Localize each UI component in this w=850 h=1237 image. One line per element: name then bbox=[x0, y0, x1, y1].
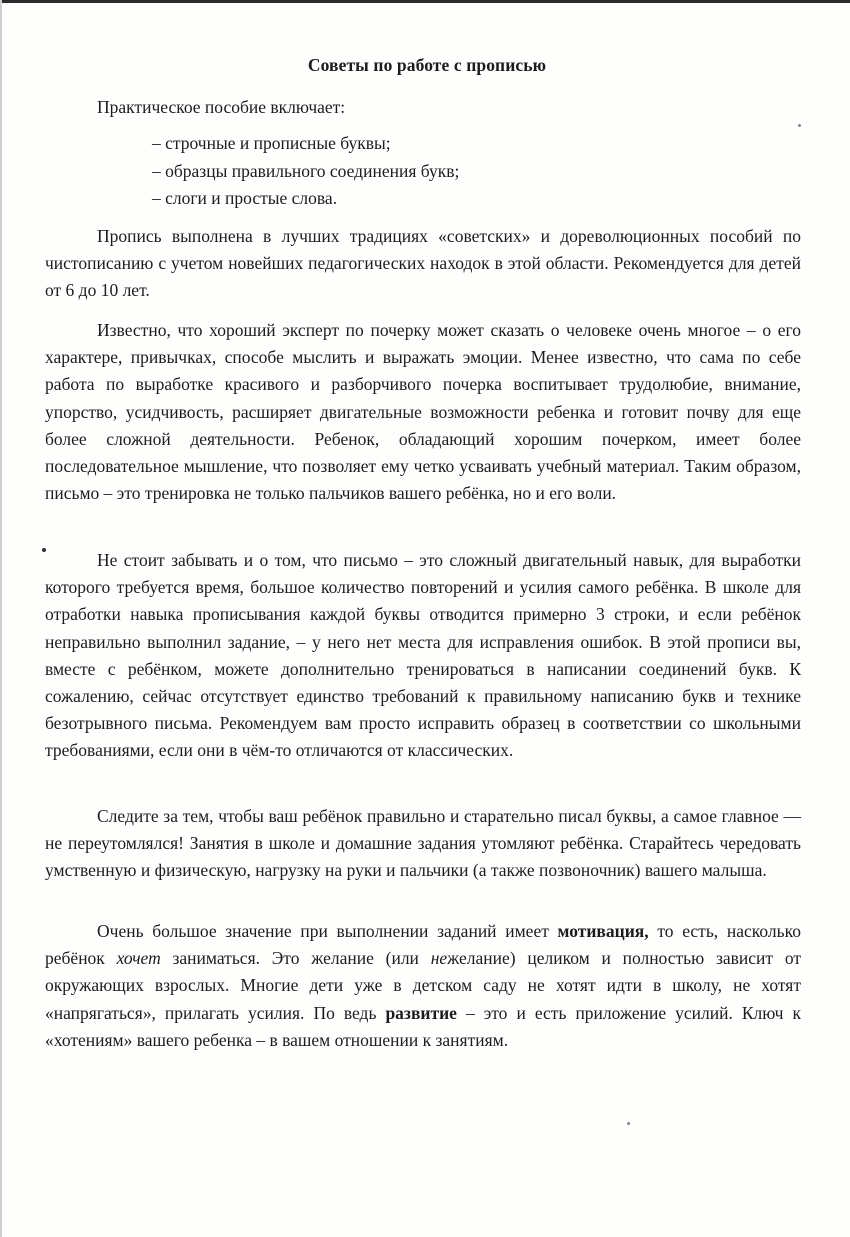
scan-speck bbox=[798, 124, 801, 127]
list-item: – образцы правильного соединения букв; bbox=[152, 160, 460, 181]
emphasis-motivation: мотивация, bbox=[557, 921, 649, 941]
list-item: – строчные и прописные буквы; bbox=[152, 133, 391, 153]
page-top-edge bbox=[2, 0, 850, 3]
page-title: Советы по работе с прописью bbox=[307, 55, 547, 75]
paragraph-5-text: – это и есть приложение усилий. Ключ к «хотениям» вашего ребенка – в вашем отношении к занятиям. bbox=[45, 1002, 801, 1050]
list-item: – слоги и простые слова. bbox=[152, 188, 338, 208]
paragraph-5-text: Очень большое значение при выполнении заданий имеет bbox=[97, 921, 558, 941]
paragraph-5-text: то есть, насколько ребёнок bbox=[45, 921, 801, 969]
emphasis-wants: хочет bbox=[116, 948, 161, 969]
paragraph-5-text: желание) целиком и полностью зависит от окружающих взрослых. Многие дети уже в детском саду не хотят идти в школу, не хотят «напрягаться», прилагать усилия. По ведь bbox=[45, 948, 801, 1023]
emphasis-not: не bbox=[430, 948, 448, 969]
emphasis-development: развитие bbox=[385, 1002, 457, 1023]
paragraph-2: Известно, что хороший эксперт по почерку может сказать о человеке очень многое – о его характере, привычках, способе мыслить и выражать эмоции. Менее известно, что сама по себе работа по выработке красивого и разборчивого почерка воспитывает трудолюбие, внимание, упорство, усидчивость, расширяет двигательные возможности ребенка и готовит почву для еще более сложной деятельности. Ребенок, обладающий хорошим почерком, имеет более последовательное мышление, что позволяет ему четко усваивать учебный материал. Таким образом, письмо – это тренировка не только пальчиков вашего ребёнка, но и его воли. bbox=[45, 320, 801, 504]
paragraph-5-text: заниматься. Это желание (или bbox=[160, 948, 431, 969]
scan-speck bbox=[42, 548, 46, 552]
paragraph-1: Пропись выполнена в лучших традициях «советских» и дореволюционных пособий по чистописанию с учетом новейших педагогических находок в этой области. Рекомендуется для детей от 6 до 10 лет. bbox=[45, 226, 801, 301]
paragraph-3: Не стоит забывать и о том, что письмо – это сложный двигательный навык, для выработки которого требуется время, большое количество повторений и усилия самого ребёнка. В школе для отработки навыка прописывания каждой буквы отводится примерно 3 строки, и если ребёнок неправильно выполнил задание, – у него нет места для исправления ошибок. В этой прописи вы, вместе с ребёнком, можете дополнительно тренироваться в написании соединений букв. К сожалению, сейчас отсутствует единство требований к правильному написанию букв и технике безотрывного письма. Рекомендуем вам просто исправить образец в соответствии со школьными требованиями, если они в чём-то отличаются от классических. bbox=[45, 550, 801, 761]
paragraph-4: Следите за тем, чтобы ваш ребёнок правильно и старательно писал буквы, а самое главное — не переутомлялся! Занятия в школе и домашние задания утомляют ребёнка. Старайтесь чередовать умственную и физическую, нагрузку на руки и пальчики (а также позвоночник) вашего малыша. bbox=[45, 806, 801, 881]
paragraph-5 bbox=[45, 918, 801, 1054]
contents-list bbox=[152, 130, 459, 213]
intro-line: Практическое пособие включает: bbox=[97, 97, 346, 117]
scan-speck bbox=[627, 1122, 630, 1125]
